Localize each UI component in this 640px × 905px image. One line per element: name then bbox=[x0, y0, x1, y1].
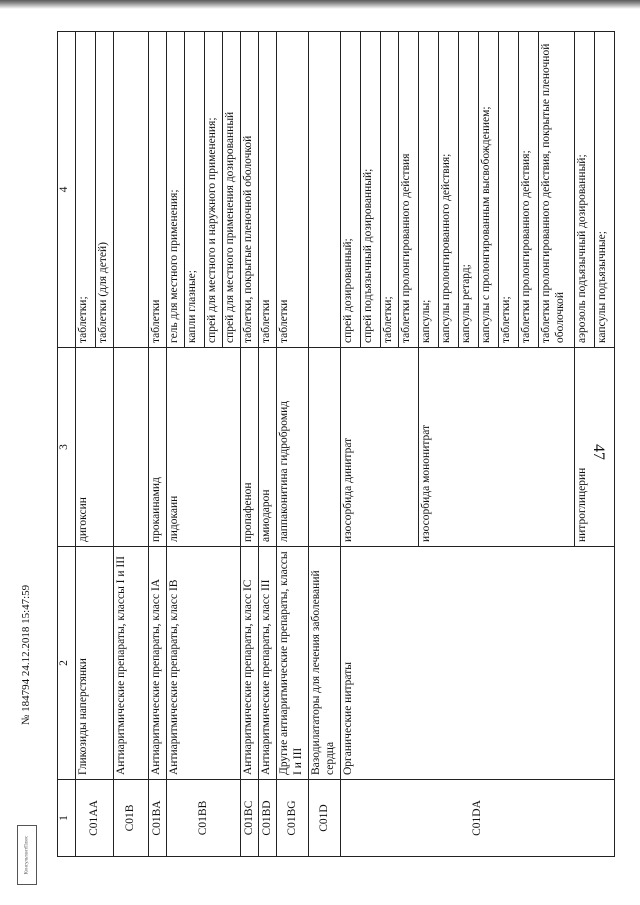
drug-name: пропафенон bbox=[241, 348, 259, 547]
dosage-form: спрей подъязычный дозированный; bbox=[361, 32, 381, 348]
drug-name: лаппаконитина гидробромид bbox=[277, 348, 309, 547]
drug-name: амиодарон bbox=[259, 348, 277, 547]
dosage-form: капсулы ретард; bbox=[459, 32, 479, 348]
group-name: Другие антиаритмические препараты, классы I и III bbox=[277, 547, 309, 780]
drug-name: прокаинамид bbox=[149, 348, 167, 547]
atc-code: C01BA bbox=[149, 780, 167, 857]
table-row bbox=[241, 32, 259, 857]
dosage-form: таблетки bbox=[277, 32, 309, 348]
drug-name bbox=[309, 348, 341, 547]
dosage-form: таблетки bbox=[259, 32, 277, 348]
group-name: Вазодилататоры для лечения заболеваний сердца bbox=[309, 547, 341, 780]
group-name: Антиаритмические препараты, класс IC bbox=[241, 547, 259, 780]
dosage-form: капли глазные; bbox=[185, 32, 205, 348]
dosage-form: капсулы подъязычные; bbox=[595, 32, 615, 348]
atc-code: C01B bbox=[114, 780, 149, 857]
atc-code: C01BC bbox=[241, 780, 259, 857]
atc-code: C01D bbox=[309, 780, 341, 857]
stamp-label: КонсультантПлюс bbox=[24, 835, 30, 875]
scan-edge bbox=[0, 0, 640, 9]
dosage-form: капсулы пролонгированного действия; bbox=[439, 32, 459, 348]
table-row bbox=[341, 32, 361, 857]
consultant-stamp bbox=[17, 825, 37, 885]
dosage-form: спрей для местного применения дозированный bbox=[223, 32, 241, 348]
header-cell: 4 bbox=[58, 32, 76, 348]
atc-code: C01AA bbox=[76, 780, 114, 857]
header-row bbox=[58, 32, 76, 857]
dosage-form: таблетки; bbox=[76, 32, 96, 348]
drug-name: лидокаин bbox=[167, 348, 241, 547]
drug-name: изосорбида динитрат bbox=[341, 348, 419, 547]
table-row bbox=[114, 32, 149, 857]
table-row bbox=[259, 32, 277, 857]
table-row bbox=[277, 32, 309, 857]
rotated-page bbox=[57, 32, 615, 857]
dosage-form: таблетки, покрытые пленочной оболочкой bbox=[241, 32, 259, 348]
dosage-form: спрей для местного и наружного применения; bbox=[205, 32, 223, 348]
group-name: Антиаритмические препараты, класс IA bbox=[149, 547, 167, 780]
dosage-form: таблетки; bbox=[499, 32, 519, 348]
dosage-form: таблетки пролонгированного действия; bbox=[519, 32, 539, 348]
dosage-form: таблетки bbox=[149, 32, 167, 348]
dosage-form: гель для местного применения; bbox=[167, 32, 185, 348]
dosage-form: аэрозоль подъязычный дозированный; bbox=[575, 32, 595, 348]
drug-table bbox=[57, 31, 615, 857]
group-name: Антиаритмические препараты, класс IB bbox=[167, 547, 241, 780]
drug-name: нитроглицерин bbox=[575, 348, 615, 547]
dosage-form bbox=[114, 32, 149, 348]
dosage-form: таблетки; bbox=[381, 32, 399, 348]
atc-code: C01BG bbox=[277, 780, 309, 857]
table-row bbox=[309, 32, 341, 857]
dosage-form: таблетки пролонгированного действия, покрытые пленочной оболочкой bbox=[539, 32, 575, 348]
atc-code: C01DA bbox=[341, 780, 615, 857]
dosage-form: таблетки (для детей) bbox=[96, 32, 114, 348]
dosage-form bbox=[309, 32, 341, 348]
dosage-form: капсулы; bbox=[419, 32, 439, 348]
dosage-form: спрей дозированный; bbox=[341, 32, 361, 348]
group-name: Органические нитраты bbox=[341, 547, 615, 780]
document-footer: № 184794 24.12.2018 15:47:59 bbox=[20, 584, 32, 726]
dosage-form: капсулы с пролонгированным высвобождением; bbox=[479, 32, 499, 348]
group-name: Антиаритмические препараты, класс III bbox=[259, 547, 277, 780]
atc-code: C01BB bbox=[167, 780, 241, 857]
header-cell: 2 bbox=[58, 547, 76, 780]
drug-name: дигоксин bbox=[76, 348, 114, 547]
drug-name: изосорбида мононитрат bbox=[419, 348, 575, 547]
header-cell: 3 bbox=[58, 348, 76, 547]
group-name: Гликозиды наперстянки bbox=[76, 547, 114, 780]
page-number: 47 bbox=[590, 444, 607, 460]
table-row bbox=[76, 32, 96, 857]
table-row bbox=[149, 32, 167, 857]
table-row bbox=[167, 32, 185, 857]
atc-code: C01BD bbox=[259, 780, 277, 857]
drug-name bbox=[114, 348, 149, 547]
dosage-form: таблетки пролонгированного действия bbox=[399, 32, 419, 348]
header-cell: 1 bbox=[58, 780, 76, 857]
group-name: Антиаритмические препараты, классы I и III bbox=[114, 547, 149, 780]
